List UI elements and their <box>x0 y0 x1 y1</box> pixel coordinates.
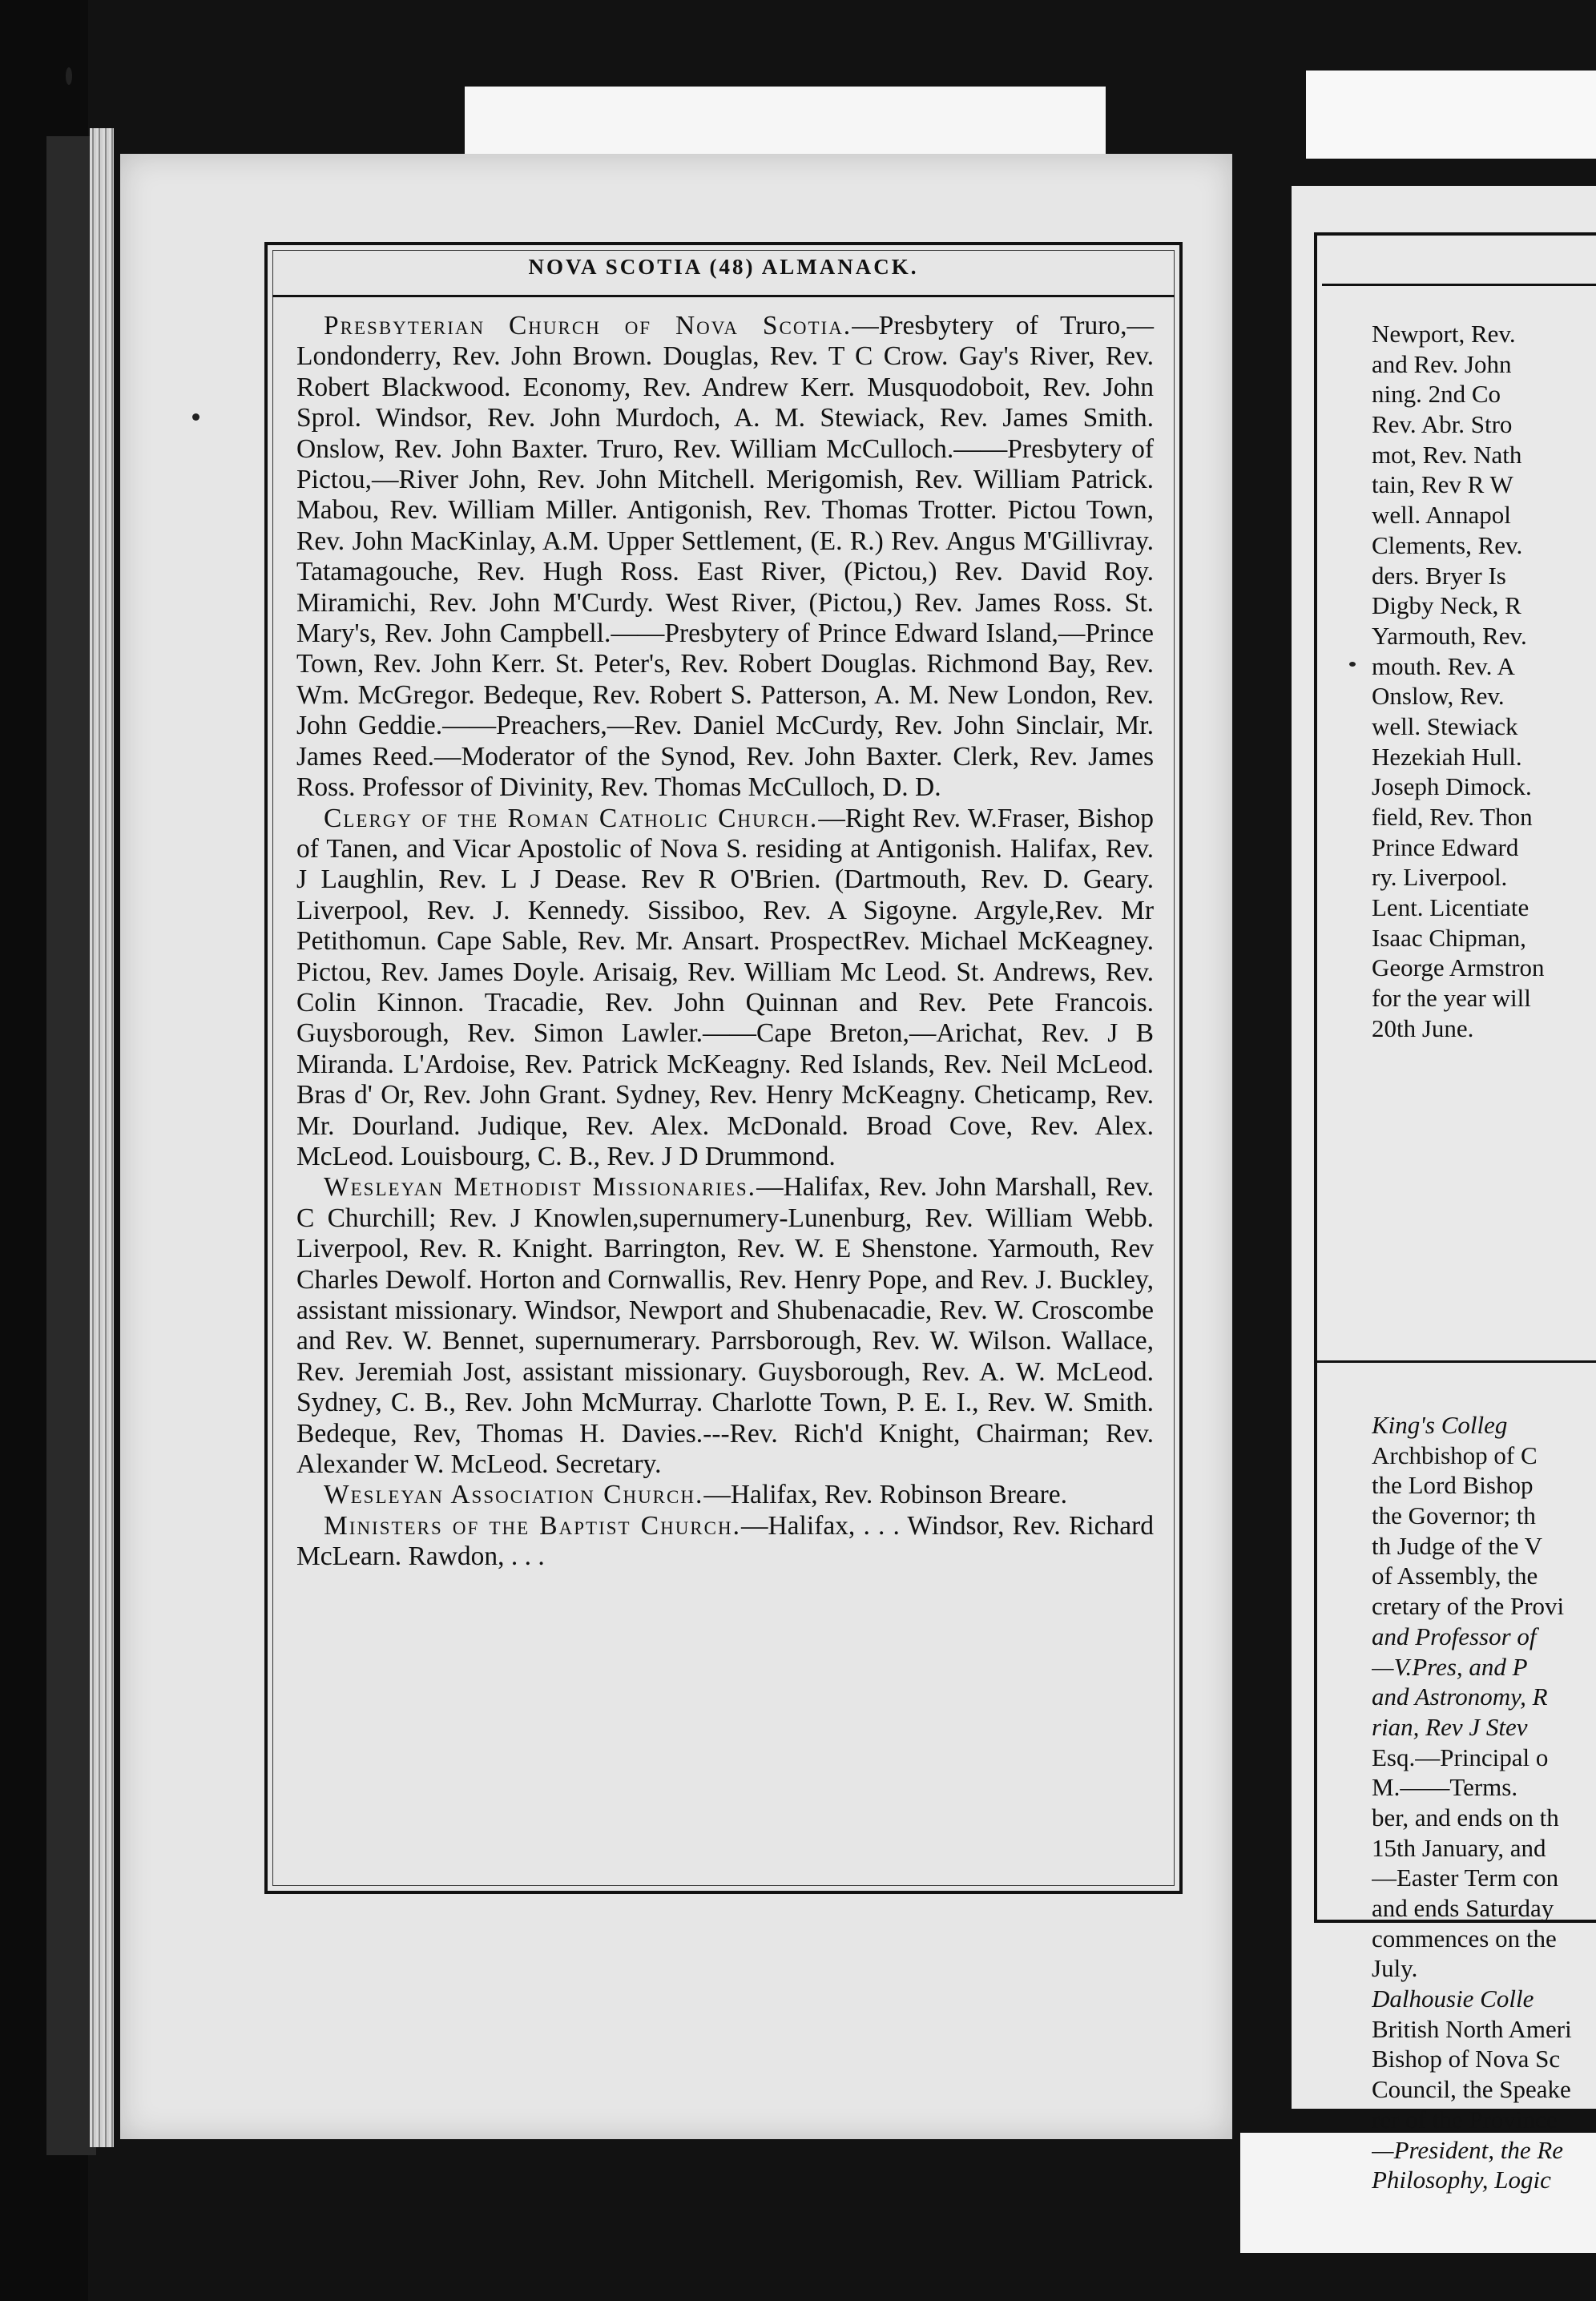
right-column-line: field, Rev. Thon <box>1372 803 1533 831</box>
right-column-line: and Rev. John <box>1372 349 1512 378</box>
page-edges <box>90 128 114 2147</box>
right-column-line: mot, Rev. Nath <box>1372 440 1522 469</box>
header-rule <box>272 295 1175 297</box>
right-column-line: and ends Saturday <box>1372 1894 1554 1922</box>
section-heading: Presbyterian Church of Nova Scotia. <box>324 311 852 341</box>
right-column-line: July. <box>1372 1954 1418 1983</box>
section-wesleyan-association <box>296 1480 1154 1510</box>
right-column-line: 15th January, and <box>1372 1833 1546 1862</box>
page-header: NOVA SCOTIA (48) ALMANACK. <box>528 255 919 279</box>
right-column-line: rer of the Province <box>1372 2105 1558 2134</box>
right-column-line: Rev. Abr. Stro <box>1372 410 1513 439</box>
right-column-line: cretary of the Provi <box>1372 1592 1565 1621</box>
speck <box>192 413 200 421</box>
right-column-line: —V.Pres, and P <box>1372 1652 1528 1681</box>
right-column-line: 20th June. <box>1372 1013 1474 1042</box>
section-text: —Halifax, Rev. John Marshall, Rev. C Churchill; Rev. J Knowlen,supernumery-Lunenburg, Rev. William Webb. Liverpool, Rev. R. Knight. Barrington, Rev. W. E Shenstone. Yarmouth, Rev Charles Dewolf. Horton and Cornwallis, Rev. Henry Pope, and Rev. J. Buckley, assistant missionary. Windsor, Newport and Shubenacadie, Rev. W. Croscombe and Rev. W. Bennet, supernumerary. Parrsborough, Rev. W. Wilson. Wallace, Rev. Jeremiah Jost, assistant missionary. Guysborough, Rev. A. W. McLeod. Sydney, C. B., Rev. John McMurray. Charlotte Town, P. E. I., Rev. W. Smith. Bedeque, Rev, Thomas H. Davies.---Rev. Rich'd Knight, Chairman; Rev. Alexander W. McLeod. Secretary. <box>296 1172 1154 1480</box>
right-column-line: Onslow, Rev. <box>1372 682 1505 711</box>
right-column-line: Dalhousie Colle <box>1372 1985 1534 2013</box>
right-column-line: rian, Rev J Stev <box>1372 1712 1528 1741</box>
right-column-line: the Governor; th <box>1372 1501 1536 1530</box>
right-column-line: Council, the Speake <box>1372 2075 1571 2104</box>
right-column-line: Archbishop of C <box>1372 1441 1538 1469</box>
right-column-line: well. Stewiack <box>1372 711 1518 740</box>
right-column-line: Isaac Chipman, <box>1372 923 1526 952</box>
right-column-line: Philosophy, Logic <box>1372 2166 1551 2194</box>
text-frame <box>264 242 1183 1894</box>
right-column-line: Lent. Licentiate <box>1372 893 1530 922</box>
right-column-line: King's Colleg <box>1372 1411 1508 1439</box>
right-column-line: M.——Terms. <box>1372 1773 1518 1802</box>
book-spine <box>46 136 96 2155</box>
section-text: —Presbytery of Truro,—Londonderry, Rev. John Brown. Douglas, Rev. T C Crow. Gay's River, Rev. Robert Blackwood. Economy, Rev. Andrew Kerr. Musquodoboit, Rev. John Sprol. Windsor, Rev. John Murdoch, A. M. Stewiack, Rev. James Smith. Onslow, Rev. John Baxter. Truro, Rev. William McCulloch.——Presbytery of Pictou,—River John, Rev. John Mitchell. Merigomish, Rev. William Patrick. Mabou, Rev. William Miller. Antigonish, Rev. Thomas Trotter. Pictou Town, Rev. John MacKinlay, A.M. Upper Settlement, (E. R.) Rev. Angus M'Gillivray. Tatamagouche, Rev. Hugh Ross. East River, (Pictou,) Rev. David Roy. Miramichi, Rev. John M'Curdy. West River, (Pictou,) Rev. James Ross. St. Mary's, Rev. John Campbell.——Presbytery of Prince Edward Island,—Prince Town, Rev. John Kerr. St. Peter's, Rev. Robert Douglas. Richmond Bay, Rev. Wm. McGregor. Bedeque, Rev. Robert S. Patterson, A. M. New London, Rev. John Geddie.——Preachers,—Rev. Daniel McCurdy, Rev. John Sinclair, Mr. James Reed.—Moderator of the Synod, Rev. John Baxter. Clerk, Rev. James Ross. Professor of Divinity, Rev. Thomas McCulloch, D. D. <box>296 311 1154 803</box>
right-column-line: tain, Rev R W <box>1372 470 1513 499</box>
right-column-line: Hezekiah Hull. <box>1372 742 1522 771</box>
section-heading: Wesleyan Association Church. <box>324 1480 704 1510</box>
section-wesleyan-methodist <box>296 1172 1154 1480</box>
right-column-line: well. Annapol <box>1372 501 1511 530</box>
right-column-line: Esq.—Principal o <box>1372 1743 1549 1771</box>
right-column-line: Digby Neck, R <box>1372 591 1521 620</box>
right-column-line: ders. Bryer Is <box>1372 561 1506 590</box>
right-column-line: and Professor of <box>1372 1622 1537 1650</box>
section-text: —Halifax, . . . Windsor, Rev. Richard McLearn. Rawdon, . . . <box>296 1510 1154 1572</box>
section-heading: Clergy of the Roman Catholic Church. <box>324 803 819 833</box>
right-column-line: ry. Liverpool. <box>1372 863 1508 892</box>
right-column-line: Joseph Dimock. <box>1372 772 1532 801</box>
right-column-line: —Easter Term con <box>1372 1864 1559 1892</box>
right-column-line: —President, the Re <box>1372 2135 1564 2164</box>
right-column-lower <box>1372 1410 1596 2195</box>
right-column-line: the Lord Bishop <box>1372 1471 1534 1500</box>
right-column-line: Yarmouth, Rev. <box>1372 621 1527 650</box>
section-catholic <box>296 804 1154 1173</box>
body-text <box>296 311 1154 1573</box>
right-column-line: for the year will <box>1372 984 1531 1013</box>
right-column-line: and Astronomy, R <box>1372 1682 1548 1711</box>
right-column-line: mouth. Rev. A <box>1372 651 1515 680</box>
right-section-rule <box>1317 1360 1596 1363</box>
section-heading: Wesleyan Methodist Missionaries. <box>324 1172 757 1203</box>
right-column-line: British North Ameri <box>1372 2014 1572 2043</box>
right-column-line: Clements, Rev. <box>1372 530 1523 559</box>
right-column-line: ning. 2nd Co <box>1372 380 1501 409</box>
speck <box>66 67 72 85</box>
section-heading: Ministers of the Baptist Church. <box>324 1510 741 1541</box>
right-column-upper <box>1372 319 1596 1044</box>
right-column-line: of Assembly, the <box>1372 1562 1538 1590</box>
right-column-line: Bishop of Nova Sc <box>1372 2045 1561 2073</box>
right-column-line: George Armstron <box>1372 953 1545 982</box>
right-column-line: ber, and ends on th <box>1372 1803 1559 1832</box>
right-column-line: th Judge of the V <box>1372 1531 1542 1560</box>
right-column-line: commences on the <box>1372 1924 1557 1952</box>
right-column-line: Newport, Rev. <box>1372 320 1516 348</box>
section-text: —Right Rev. W.Fraser, Bishop of Tanen, and Vicar Apostolic of Nova S. residing at Antigonish. Halifax, Rev. J Laughlin, Rev. L J Dease. Rev R O'Brien. (Dartmouth, Rev. D. Geary. Liverpool, Rev. J. Kennedy. Sissiboo, Rev. A Sigoyne. Argyle,Rev. Mr Petithomun. Cape Sable, Rev. Mr. Ansart. ProspectRev. Michael McKeagney. Pictou, Rev. James Doyle. Arisaig, Rev. William Mc Leod. St. Andrews, Rev. Colin Kinnon. Tracadie, Rev. John Quinnan and Rev. Pete Francois. Guysborough, Rev. Simon Lawler.——Cape Breton,—Arichat, Rev. J B Miranda. L'Ardoise, Rev. Patrick McKeagny. Red Islands, Rev. Neil McLeod. Bras d' Or, Rev. John Grant. Sydney, Rev. Henry McKeagny. Cheticamp, Rev. Mr. Dourland. Judique, Rev. Alex. McDonald. Broad Cove, Rev. Alex. McLeod. Louisbourg, C. B., Rev. J D Drummond. <box>296 803 1155 1171</box>
section-text: —Halifax, Rev. Robinson Breare. <box>703 1480 1068 1510</box>
right-header-rule <box>1322 284 1596 286</box>
section-presbyterian <box>296 311 1154 804</box>
paper-tab-right <box>1306 71 1596 159</box>
right-column-line: Prince Edward <box>1372 832 1519 861</box>
section-baptist <box>296 1511 1154 1573</box>
